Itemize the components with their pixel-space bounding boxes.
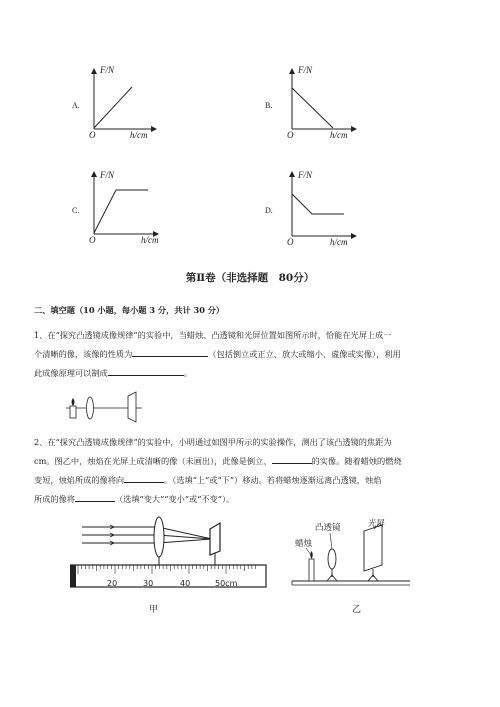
candle-icon: [70, 398, 76, 418]
option-a-label: A.: [72, 101, 80, 110]
label-lens: 凸透镜: [315, 523, 341, 533]
section-2-heading: 二、填空题（10 小题，每小题 3 分，共计 30 分）: [34, 305, 225, 315]
ruler-tick-40: 40: [180, 579, 191, 588]
option-d-label: D.: [265, 206, 273, 215]
ruler-tick-50: 50cm: [215, 579, 238, 588]
graph-c: [94, 172, 158, 234]
q2-line-3: 变短，烛焰所成的像将向 。（选填“上”或“下”）移动。若将蜡烛逐渐远离凸透镜，烛焰: [34, 475, 382, 485]
convex-lens-icon: [154, 517, 164, 557]
q2-blank-4[interactable]: [75, 492, 115, 502]
figure-jia: [70, 515, 270, 595]
q2-blank-2[interactable]: [272, 454, 312, 464]
screen-icon: [128, 392, 136, 422]
graph-c-origin: O: [89, 235, 96, 245]
light-screen-icon: [364, 525, 382, 581]
graph-d-origin: O: [287, 237, 294, 247]
light-screen-icon: [210, 523, 220, 555]
graph-b-y-label: F/N: [298, 65, 313, 75]
question-1: [34, 326, 474, 383]
q2-line-2: cm。图乙中，烛焰在光屏上成清晰的像（未画出），此像是倒立、 的实像。随着蜡烛的燃烧: [34, 456, 402, 466]
light-rays: [82, 525, 212, 545]
figure-yi-caption: 乙: [352, 605, 362, 615]
graph-a-x-label: h/cm: [130, 130, 148, 140]
q2-line-4: 所成的像将 （选填“变大”“变小”或“不变”）。: [34, 494, 235, 504]
option-c-label: C.: [72, 206, 80, 215]
graph-c-x-label: h/cm: [141, 235, 159, 245]
graph-d: [292, 172, 356, 236]
figure-yi: [290, 515, 420, 595]
option-b-label: B.: [265, 101, 273, 110]
graph-b-x-label: h/cm: [330, 130, 348, 140]
lens-icon: [87, 397, 94, 419]
ruler-tick-20: 20: [107, 579, 118, 588]
graph-d-x-label: h/cm: [330, 237, 348, 247]
q1-line-2: 个清晰的像，该像的性质为 （包括倒立或正立、放大或缩小、虚像或实像），利用: [34, 349, 401, 359]
option-graphs: [0, 0, 500, 260]
graph-a-line: [94, 87, 132, 128]
graph-b-line: [292, 88, 333, 128]
section-title: 第Ⅱ卷（非选择题 80分）: [185, 272, 315, 284]
q1-diagram: [60, 388, 150, 428]
q1-line-1: 1、在“探究凸透镜成像规律”的实验中，当蜡烛、凸透镜和光屏位置如图所示时，恰能在光屏上成一: [34, 330, 392, 340]
graph-a: [94, 69, 156, 129]
q2-blank-3[interactable]: [124, 473, 164, 483]
label-screen: 光屏: [368, 519, 386, 529]
label-candle: 蜡烛: [295, 539, 313, 549]
graph-b: [292, 69, 356, 129]
ruler-tick-30: 30: [143, 579, 154, 588]
q1-line-3: 此成像原理可以制成 。: [34, 368, 192, 378]
graph-d-line: [292, 194, 344, 214]
graph-c-y-label: F/N: [100, 170, 115, 180]
q2-line-1: 2、在“探究凸透镜成像规律”的实验中，小明通过如图甲所示的实验操作，测出了该凸透镜的焦距为: [34, 437, 392, 447]
convex-lens-icon: [327, 549, 337, 581]
graph-a-y-label: F/N: [100, 65, 115, 75]
q1-blank-2[interactable]: [108, 366, 184, 376]
graph-d-y-label: F/N: [298, 170, 313, 180]
graph-b-origin: O: [287, 130, 294, 140]
graph-a-origin: O: [89, 130, 96, 140]
question-2: [34, 433, 474, 509]
figure-jia-caption: 甲: [149, 605, 159, 615]
candle-icon: [309, 551, 314, 581]
graph-c-line: [94, 190, 148, 233]
q1-blank-1[interactable]: [132, 347, 208, 357]
